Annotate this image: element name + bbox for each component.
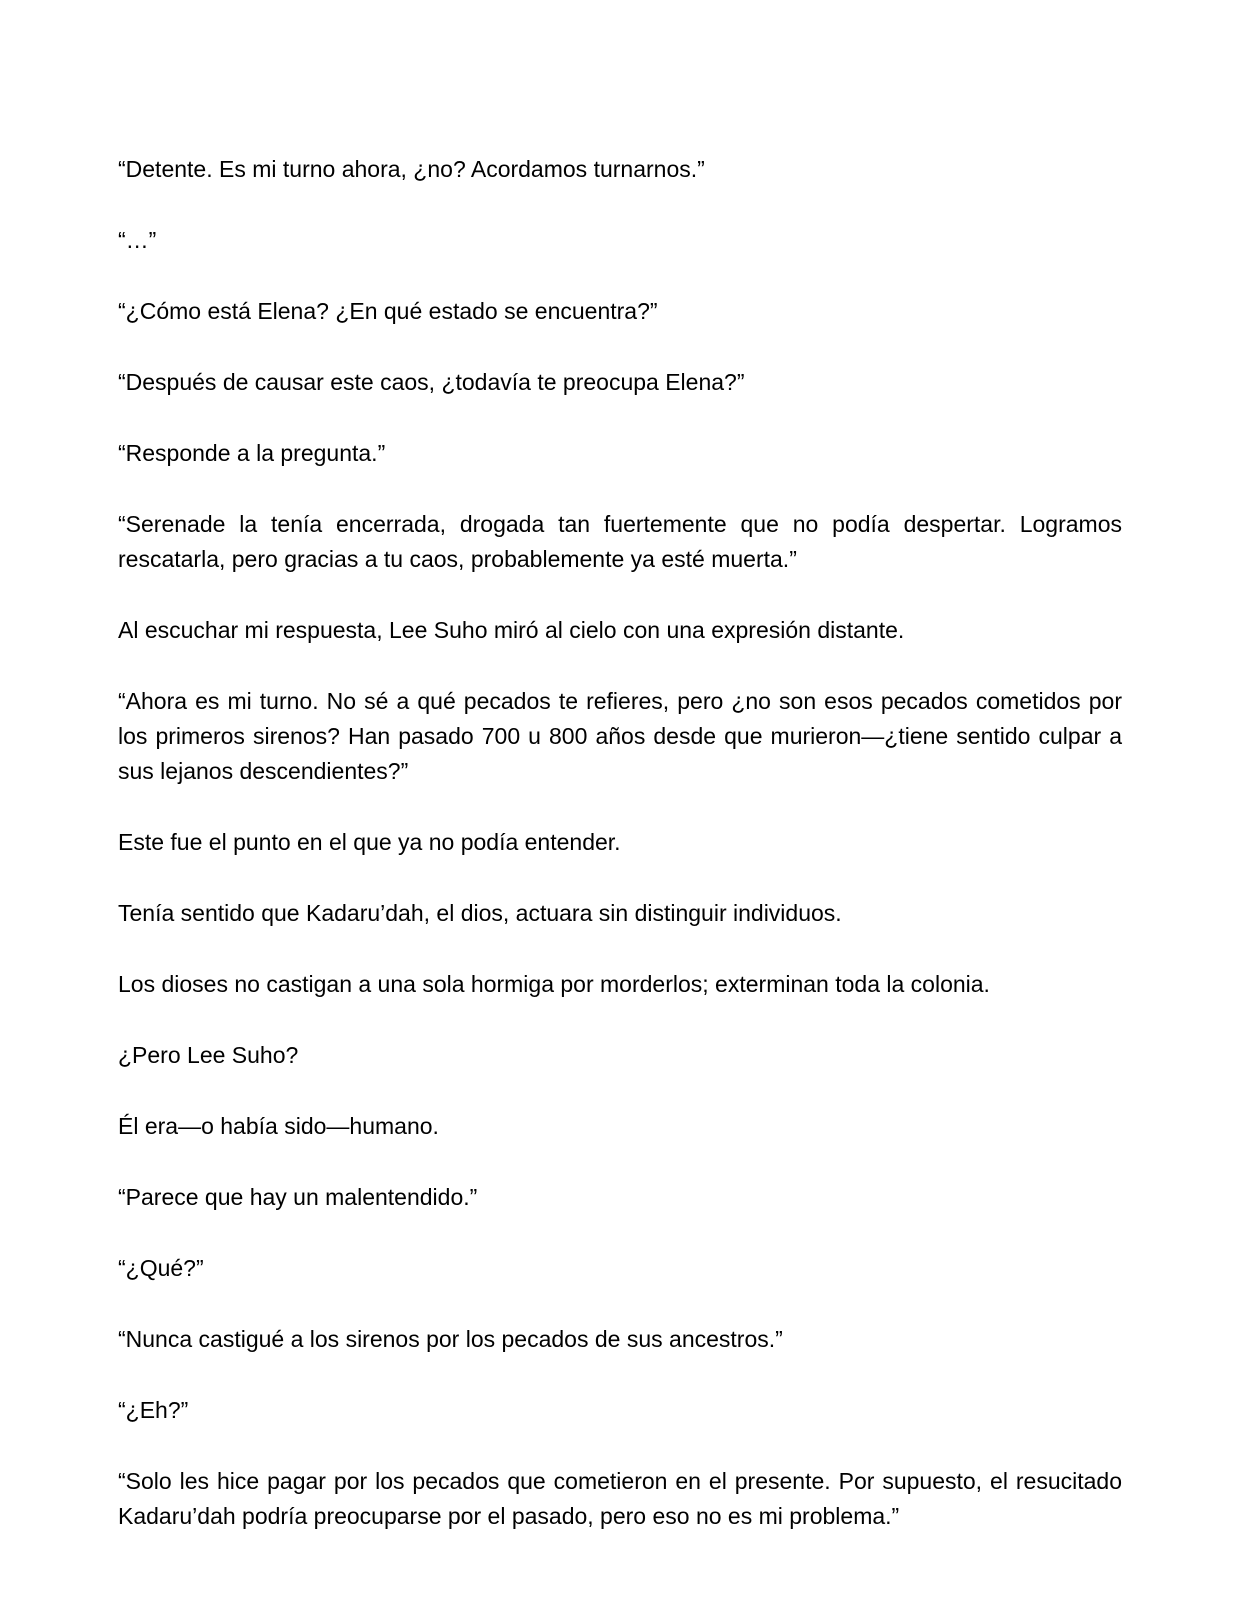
document-body: [118, 152, 1122, 1570]
paragraph: “Solo les hice pagar por los pecados que cometieron en el presente. Por supuesto, el resucitado Kadaru’dah podría preocuparse por el pasado, pero eso no es mi problema.”: [118, 1468, 1122, 1529]
paragraph: “¿Qué?”: [118, 1255, 204, 1281]
paragraph: Los dioses no castigan a una sola hormiga por morderlos; exterminan toda la colonia.: [118, 971, 990, 997]
paragraph: “Parece que hay un malentendido.”: [118, 1184, 478, 1210]
paragraph: “Nunca castigué a los sirenos por los pecados de sus ancestros.”: [118, 1326, 783, 1352]
paragraph: Tenía sentido que Kadaru’dah, el dios, actuara sin distinguir individuos.: [118, 900, 842, 926]
paragraph: Él era—o había sido—humano.: [118, 1113, 439, 1139]
paragraph: “Responde a la pregunta.”: [118, 440, 386, 466]
paragraph: “Detente. Es mi turno ahora, ¿no? Acordamos turnarnos.”: [118, 156, 705, 182]
paragraph: “¿Eh?”: [118, 1397, 189, 1423]
paragraph: ¿Pero Lee Suho?: [118, 1042, 299, 1068]
paragraph: Al escuchar mi respuesta, Lee Suho miró al cielo con una expresión distante.: [118, 617, 905, 643]
paragraph: “…”: [118, 227, 157, 253]
paragraph: “¿Cómo está Elena? ¿En qué estado se encuentra?”: [118, 298, 658, 324]
paragraph: Este fue el punto en el que ya no podía entender.: [118, 829, 621, 855]
paragraph: “Después de causar este caos, ¿todavía te preocupa Elena?”: [118, 369, 745, 395]
paragraph: “Serenade la tenía encerrada, drogada tan fuertemente que no podía despertar. Logramos rescatarla, pero gracias a tu caos, probablemente ya esté muerta.”: [118, 511, 1122, 572]
paragraph: “Ahora es mi turno. No sé a qué pecados te refieres, pero ¿no son esos pecados cometidos por los primeros sirenos? Han pasado 700 u 800 años desde que murieron—¿tiene sentido culpar a sus lejanos descendientes?”: [118, 688, 1122, 784]
